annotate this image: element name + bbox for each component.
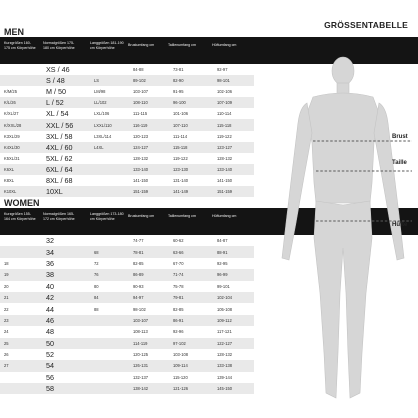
men-cell: LM/98: [88, 86, 127, 97]
women-table-row: [0, 338, 254, 349]
women-cell: [88, 338, 127, 349]
men-table-row: [0, 186, 254, 197]
page-title: GRÖSSENTABELLE: [324, 20, 408, 30]
women-cell: 92-95: [211, 258, 254, 269]
women-cell: 122-127: [211, 338, 254, 349]
women-cell: 92-96: [167, 326, 211, 337]
women-cell: 126-131: [127, 360, 167, 371]
women-table-row: [0, 269, 254, 280]
women-cell: [0, 246, 36, 257]
women-cell: 139-144: [211, 372, 254, 383]
women-cell: 109-114: [167, 360, 211, 371]
women-cell: 94-97: [127, 292, 167, 303]
men-header-regular: Normalgrößen 175-180 cm Körperhöhe: [43, 41, 75, 50]
women-cell: 84-87: [211, 235, 254, 246]
women-cell: 108-113: [127, 326, 167, 337]
women-cell: 27: [0, 360, 36, 371]
men-cell: 119-122: [167, 153, 211, 164]
women-cell: 46: [36, 315, 88, 326]
men-cell: 107-109: [211, 97, 254, 108]
men-table-row: [0, 164, 254, 175]
men-cell: 89-102: [127, 75, 167, 86]
women-cell: 21: [0, 292, 36, 303]
women-cell: 78-81: [127, 246, 167, 257]
women-cell: 88: [88, 303, 127, 314]
women-cell: 67-70: [167, 258, 211, 269]
women-header-waist: Taillenumfang cm: [168, 214, 196, 218]
hip-label: Hüfte: [392, 222, 408, 228]
men-size-table: [0, 64, 254, 197]
women-cell: 75-78: [167, 281, 211, 292]
men-cell: 107-110: [167, 119, 211, 130]
men-cell: K5XL/31: [0, 153, 36, 164]
figure-legs: [314, 201, 372, 398]
men-cell: K/XL/27: [0, 108, 36, 119]
women-cell: 133-138: [211, 360, 254, 371]
men-cell: K/M/25: [0, 86, 36, 97]
men-cell: K8XL: [0, 175, 36, 186]
men-section-label: MEN: [4, 27, 24, 37]
women-cell: 19: [0, 269, 36, 280]
women-header-short: Kurzgrößen 155-164 cm Körperhöhe: [4, 212, 36, 221]
men-table-row: [0, 119, 254, 130]
men-cell: L4XL: [88, 142, 127, 153]
men-cell: 101-106: [167, 108, 211, 119]
women-cell: 36: [36, 258, 88, 269]
women-header-chest: Brustumfang cm: [128, 214, 155, 218]
men-cell: 151-159: [127, 186, 167, 197]
women-cell: 23: [0, 315, 36, 326]
women-table-row: [0, 246, 254, 257]
women-table-row: [0, 258, 254, 269]
men-cell: 8XL / 68: [36, 175, 88, 186]
women-table-row: [0, 303, 254, 314]
men-cell: LL/102: [88, 97, 127, 108]
men-cell: LS: [88, 75, 127, 86]
men-table-row: [0, 131, 254, 142]
chest-label: Brust: [392, 134, 408, 140]
women-cell: 120-125: [127, 349, 167, 360]
men-cell: [0, 75, 36, 86]
men-cell: K10XL: [0, 186, 36, 197]
men-cell: 120-123: [127, 131, 167, 142]
women-cell: 97-102: [167, 338, 211, 349]
women-table-body: [0, 235, 254, 394]
men-cell: 123-130: [167, 164, 211, 175]
women-table-row: [0, 326, 254, 337]
women-cell: 128-132: [211, 349, 254, 360]
women-cell: 25: [0, 338, 36, 349]
women-cell: 114-119: [127, 338, 167, 349]
women-cell: 90-93: [127, 281, 167, 292]
women-cell: 63-66: [167, 246, 211, 257]
figure-torso: [307, 93, 379, 203]
men-cell: [88, 64, 127, 75]
women-cell: 102-104: [211, 292, 254, 303]
women-cell: 68: [88, 246, 127, 257]
women-cell: 88-91: [211, 246, 254, 257]
men-cell: [0, 64, 36, 75]
women-cell: 56: [36, 372, 88, 383]
men-cell: 103-107: [127, 86, 167, 97]
men-table-row: [0, 142, 254, 153]
body-figure-illustration: [258, 53, 418, 408]
women-table-row: [0, 315, 254, 326]
men-cell: 151-159: [211, 186, 254, 197]
women-cell: 22: [0, 303, 36, 314]
women-cell: 50: [36, 338, 88, 349]
men-cell: 4XL / 60: [36, 142, 88, 153]
women-cell: 121-126: [167, 383, 211, 394]
men-cell: 3XL / 58: [36, 131, 88, 142]
men-cell: XS / 46: [36, 64, 88, 75]
men-cell: 119-122: [211, 131, 254, 142]
men-cell: 98-101: [211, 75, 254, 86]
women-cell: 98-102: [127, 303, 167, 314]
men-table-row: [0, 97, 254, 108]
women-cell: 72: [88, 258, 127, 269]
men-cell: L / 52: [36, 97, 88, 108]
men-cell: 141-150: [211, 175, 254, 186]
women-cell: 79-81: [167, 292, 211, 303]
men-cell: 128-132: [211, 153, 254, 164]
men-cell: 133-140: [127, 164, 167, 175]
women-table-row: [0, 383, 254, 394]
men-cell: [88, 164, 127, 175]
women-cell: [88, 326, 127, 337]
men-cell: 6XL / 64: [36, 164, 88, 175]
women-cell: 38: [36, 269, 88, 280]
women-cell: [88, 349, 127, 360]
men-cell: 82-90: [167, 75, 211, 86]
men-cell: 84-88: [127, 64, 167, 75]
men-cell: [88, 153, 127, 164]
women-cell: 44: [36, 303, 88, 314]
men-cell: 108-110: [127, 97, 167, 108]
men-header-waist: Taillenumfang cm: [168, 43, 196, 47]
men-cell: 115-118: [167, 142, 211, 153]
men-header-hip: Hüftumfang cm: [212, 43, 237, 47]
women-cell: 132-137: [127, 372, 167, 383]
men-table-body: [0, 64, 254, 197]
men-cell: 110-114: [211, 108, 254, 119]
women-section-label: WOMEN: [4, 198, 40, 208]
men-cell: K3XL/29: [0, 131, 36, 142]
women-cell: 52: [36, 349, 88, 360]
men-table-row: [0, 75, 254, 86]
men-cell: K/L/26: [0, 97, 36, 108]
women-cell: [0, 372, 36, 383]
women-cell: 76: [88, 269, 127, 280]
men-cell: 124-127: [127, 142, 167, 153]
women-cell: 58: [36, 383, 88, 394]
men-cell: 96-100: [167, 97, 211, 108]
women-cell: 145-150: [211, 383, 254, 394]
women-cell: [0, 235, 36, 246]
women-table-row: [0, 235, 254, 246]
men-cell: 123-127: [211, 142, 254, 153]
women-cell: 26: [0, 349, 36, 360]
figure-head: [332, 57, 354, 85]
women-cell: 18: [0, 258, 36, 269]
figure-right-arm: [374, 103, 404, 260]
women-cell: 84: [88, 292, 127, 303]
women-cell: 105-108: [211, 303, 254, 314]
women-cell: [88, 372, 127, 383]
women-cell: 109-112: [211, 315, 254, 326]
women-cell: [0, 383, 36, 394]
women-cell: 86-91: [167, 315, 211, 326]
women-cell: [88, 383, 127, 394]
men-cell: LXXL/110: [88, 119, 127, 130]
women-cell: 20: [0, 281, 36, 292]
men-cell: 92-97: [211, 64, 254, 75]
women-cell: 103-108: [167, 349, 211, 360]
women-cell: 48: [36, 326, 88, 337]
women-cell: 99-101: [211, 281, 254, 292]
women-cell: 42: [36, 292, 88, 303]
women-cell: [88, 235, 127, 246]
women-cell: 115-120: [167, 372, 211, 383]
men-cell: LXL/106: [88, 108, 127, 119]
women-cell: [88, 315, 127, 326]
women-cell: 82-85: [167, 303, 211, 314]
men-cell: 115-118: [211, 119, 254, 130]
men-cell: L3XL/114: [88, 131, 127, 142]
women-header-regular: Normalgrößen 165-172 cm Körperhöhe: [43, 212, 75, 221]
men-cell: 102-106: [211, 86, 254, 97]
women-table-row: [0, 360, 254, 371]
women-header-long: Langgrößen 173-180 cm Körperhöhe: [90, 212, 124, 221]
women-cell: 86-89: [127, 269, 167, 280]
women-cell: 71-74: [167, 269, 211, 280]
women-cell: 103-107: [127, 315, 167, 326]
men-table-row: [0, 175, 254, 186]
men-cell: K4XL/30: [0, 142, 36, 153]
women-table-row: [0, 292, 254, 303]
women-cell: 82-85: [127, 258, 167, 269]
women-cell: 96-99: [211, 269, 254, 280]
men-table-row: [0, 64, 254, 75]
women-table-row: [0, 281, 254, 292]
women-table-row: [0, 349, 254, 360]
men-cell: 131-140: [167, 175, 211, 186]
men-header-short: Kurzgrößen 160-175 cm Körperhöhe: [4, 41, 36, 50]
men-cell: M / 50: [36, 86, 88, 97]
men-cell: 116-119: [127, 119, 167, 130]
waist-label: Taille: [392, 160, 407, 166]
women-cell: 74-77: [127, 235, 167, 246]
men-cell: 133-140: [211, 164, 254, 175]
men-cell: XL / 54: [36, 108, 88, 119]
women-cell: 138-142: [127, 383, 167, 394]
women-table-row: [0, 372, 254, 383]
men-cell: 73-81: [167, 64, 211, 75]
women-cell: [88, 360, 127, 371]
women-cell: 80: [88, 281, 127, 292]
women-cell: 117-121: [211, 326, 254, 337]
women-header-hip: Hüftumfang cm: [212, 214, 237, 218]
figure-left-arm: [282, 103, 312, 260]
men-cell: 111-115: [127, 108, 167, 119]
men-header-chest: Brustumfang cm: [128, 43, 155, 47]
men-cell: [88, 175, 127, 186]
men-cell: 111-114: [167, 131, 211, 142]
men-cell: 141-149: [167, 186, 211, 197]
men-cell: 91-95: [167, 86, 211, 97]
men-cell: K/XXL/28: [0, 119, 36, 130]
men-cell: [88, 186, 127, 197]
men-cell: S / 48: [36, 75, 88, 86]
men-cell: XXL / 56: [36, 119, 88, 130]
women-cell: 40: [36, 281, 88, 292]
men-header-long: Langgrößen 181-190 cm Körperhöhe: [90, 41, 124, 50]
women-cell: 54: [36, 360, 88, 371]
men-cell: 141-150: [127, 175, 167, 186]
men-table-row: [0, 86, 254, 97]
men-cell: 5XL / 62: [36, 153, 88, 164]
men-cell: K6XL: [0, 164, 36, 175]
women-size-table: [0, 235, 254, 394]
women-cell: 24: [0, 326, 36, 337]
women-cell: 34: [36, 246, 88, 257]
men-table-row: [0, 153, 254, 164]
men-cell: 128-132: [127, 153, 167, 164]
men-cell: 10XL: [36, 186, 88, 197]
women-cell: 60-62: [167, 235, 211, 246]
women-cell: 32: [36, 235, 88, 246]
men-table-row: [0, 108, 254, 119]
